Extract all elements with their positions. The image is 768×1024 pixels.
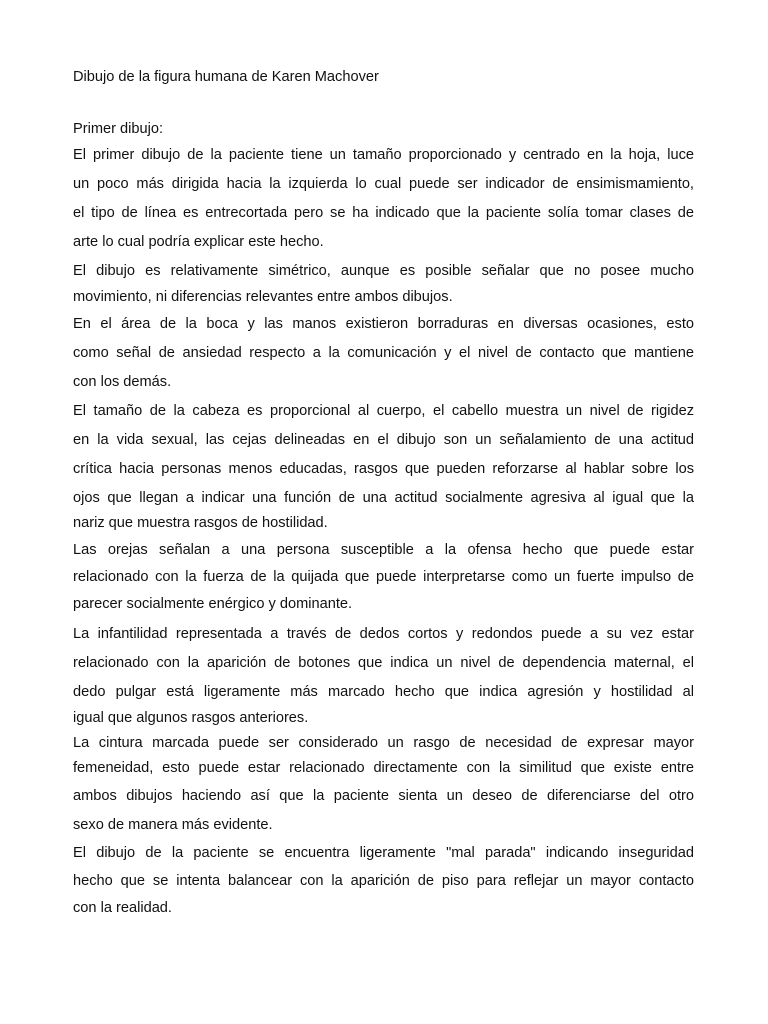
body-line: dedo pulgar está ligeramente más marcado hecho que indica agresión y hostilidad al bbox=[73, 684, 694, 700]
body-line: El dibujo es relativamente simétrico, aunque es posible señalar que no posee mucho bbox=[73, 263, 694, 279]
body-line: Las orejas señalan a una persona susceptible a la ofensa hecho que puede estar bbox=[73, 542, 694, 558]
body-line: sexo de manera más evidente. bbox=[73, 817, 273, 833]
body-line: el tipo de línea es entrecortada pero se ha indicado que la paciente solía tomar clases de bbox=[73, 205, 694, 221]
body-line: con los demás. bbox=[73, 374, 172, 390]
body-line: arte lo cual podría explicar este hecho. bbox=[73, 234, 324, 250]
body-line: nariz que muestra rasgos de hostilidad. bbox=[73, 515, 328, 531]
body-line: como señal de ansiedad respecto a la comunicación y el nivel de contacto que mantiene bbox=[73, 345, 694, 361]
body-line: un poco más dirigida hacia la izquierda lo cual puede ser indicador de ensimismamiento, bbox=[73, 176, 694, 192]
body-line: movimiento, ni diferencias relevantes entre ambos dibujos. bbox=[73, 289, 453, 305]
body-line: La infantilidad representada a través de dedos cortos y redondos puede a su vez estar bbox=[73, 626, 694, 642]
body-line: igual que algunos rasgos anteriores. bbox=[73, 710, 309, 726]
body-line: En el área de la boca y las manos existieron borraduras en diversas ocasiones, esto bbox=[73, 316, 694, 332]
body-line: El dibujo de la paciente se encuentra ligeramente "mal parada" indicando inseguridad bbox=[73, 845, 694, 861]
body-line: hecho que se intenta balancear con la aparición de piso para reflejar un mayor contacto bbox=[73, 873, 694, 889]
document-title: Dibujo de la figura humana de Karen Machover bbox=[73, 69, 379, 85]
body-line: relacionado con la aparición de botones que indica un nivel de dependencia maternal, el bbox=[73, 655, 694, 671]
body-line: El tamaño de la cabeza es proporcional al cuerpo, el cabello muestra un nivel de rigidez bbox=[73, 403, 694, 419]
body-line: ambos dibujos haciendo así que la paciente sienta un deseo de diferenciarse del otro bbox=[73, 788, 694, 804]
section-heading: Primer dibujo: bbox=[73, 121, 164, 137]
body-line: parecer socialmente enérgico y dominante. bbox=[73, 596, 353, 612]
body-line: El primer dibujo de la paciente tiene un tamaño proporcionado y centrado en la hoja, luce bbox=[73, 147, 694, 163]
body-line: ojos que llegan a indicar una función de una actitud socialmente agresiva al igual que la bbox=[73, 490, 694, 506]
body-line: La cintura marcada puede ser considerado un rasgo de necesidad de expresar mayor bbox=[73, 735, 694, 751]
body-line: con la realidad. bbox=[73, 900, 172, 916]
body-line: crítica hacia personas menos educadas, rasgos que pueden reforzarse al hablar sobre los bbox=[73, 461, 694, 477]
body-line: en la vida sexual, las cejas delineadas en el dibujo son un señalamiento de una actitud bbox=[73, 432, 694, 448]
body-line: femeneidad, esto puede estar relacionado directamente con la similitud que existe entre bbox=[73, 760, 694, 776]
body-line: relacionado con la fuerza de la quijada que puede interpretarse como un fuerte impulso de bbox=[73, 569, 694, 585]
